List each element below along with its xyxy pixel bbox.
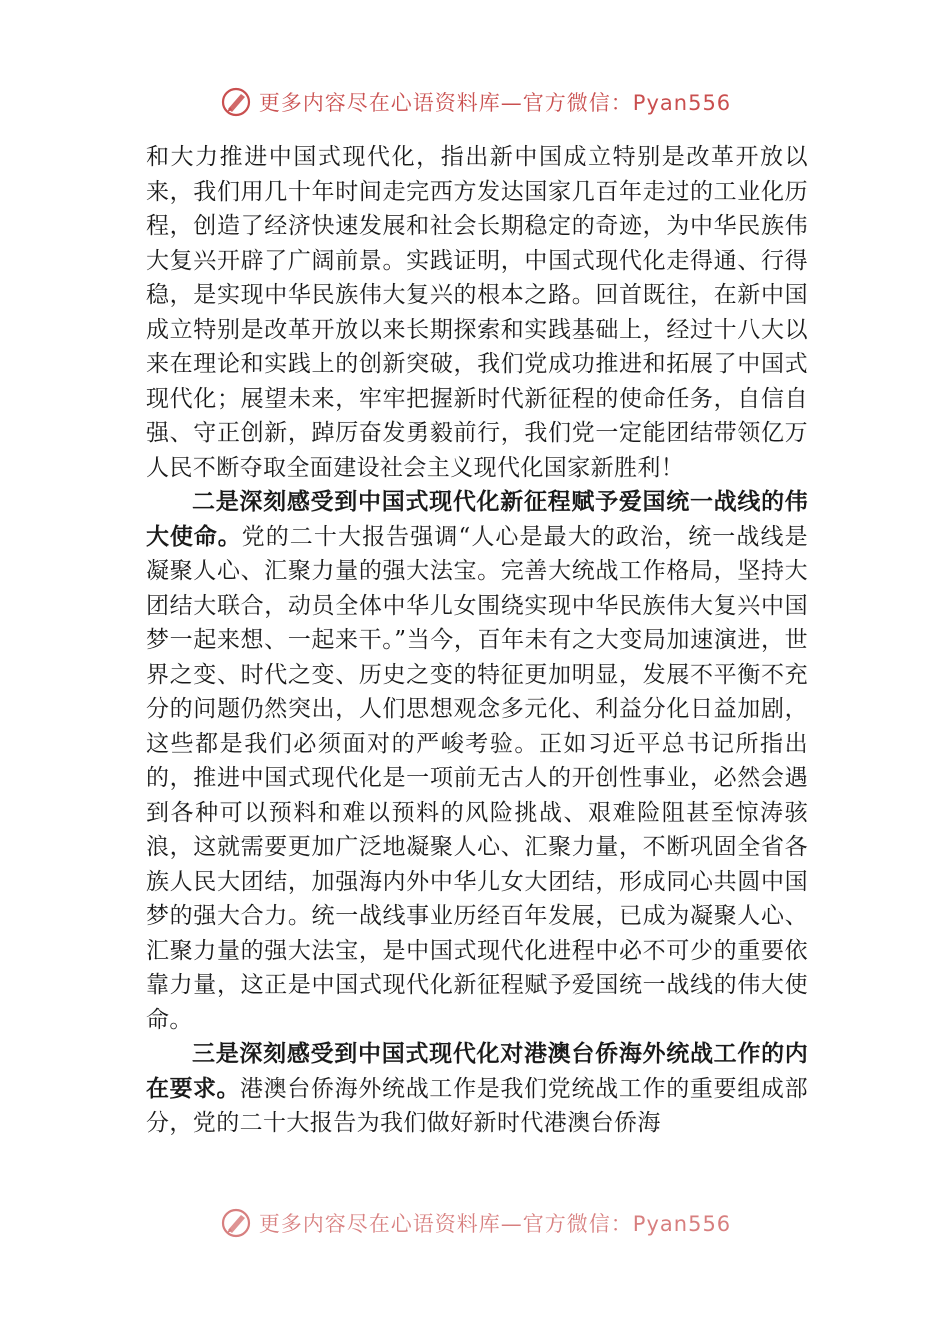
paragraph-1 (146, 140, 808, 485)
pen-nib-logo-icon (219, 85, 253, 119)
paragraph-3 (146, 1037, 808, 1141)
paragraph-2 (146, 485, 808, 1037)
paragraph-text: 港澳台侨海外统战工作是我们党统战工作的重要组成部分，党的二十大报告为我们做好新时代港澳台侨海 (146, 1075, 808, 1136)
pen-nib-logo-icon (219, 1206, 253, 1240)
watermark-text: 更多内容尽在心语资料库—官方微信：Pyan556 (258, 1212, 732, 1236)
header-watermark (0, 80, 950, 124)
paragraph-heading: 三是深刻感受到中国式现代化对港澳台侨海外统战工作的内在要求。 (146, 1041, 808, 1102)
document-body (146, 140, 808, 1141)
paragraph-text: 和大力推进中国式现代化，指出新中国成立特别是改革开放以来，我们用几十年时间走完西方发达国家几百年走过的工业化历程，创造了经济快速发展和社会长期稳定的奇迹，为中华民族伟大复兴开辟了广阔前景。实践证明，中国式现代化走得通、行得稳，是实现中华民族伟大复兴的根本之路。回首既往，在新中国成立特别是改革开放以来长期探索和实践基础上，经过十八大以来在理论和实践上的创新突破，我们党成功推进和拓展了中国式现代化；展望未来，牢牢把握新时代新征程的使命任务，自信自强、守正创新，踔厉奋发勇毅前行，我们党一定能团结带领亿万人民不断夺取全面建设社会主义现代化国家新胜利！ (146, 144, 808, 481)
paragraph-text: 党的二十大报告强调“人心是最大的政治，统一战线是凝聚人心、汇聚力量的强大法宝。完善大统战工作格局，坚持大团结大联合，动员全体中华儿女围绕实现中华民族伟大复兴中国梦一起来想、一起来干。”当今，百年未有之大变局加速演进，世界之变、时代之变、历史之变的特征更加明显，发展不平衡不充分的问题仍然突出，人们思想观念多元化、利益分化日益加剧，这些都是我们必须面对的严峻考验。正如习近平总书记所指出的，推进中国式现代化是一项前无古人的开创性事业，必然会遇到各种可以预料和难以预料的风险挑战、艰难险阻甚至惊涛骇浪，这就需要更加广泛地凝聚人心、汇聚力量，不断巩固全省各族人民大团结，加强海内外中华儿女大团结，形成同心共圆中国梦的强大合力。统一战线事业历经百年发展，已成为凝聚人心、汇聚力量的强大法宝，是中国式现代化进程中必不可少的重要依靠力量，这正是中国式现代化新征程赋予爱国统一战线的伟大使命。 (146, 523, 808, 1033)
paragraph-heading: 二是深刻感受到中国式现代化新征程赋予爱国统一战线的伟大使命。 (146, 489, 808, 550)
footer-watermark (0, 1201, 950, 1245)
watermark-text: 更多内容尽在心语资料库—官方微信：Pyan556 (258, 91, 732, 115)
